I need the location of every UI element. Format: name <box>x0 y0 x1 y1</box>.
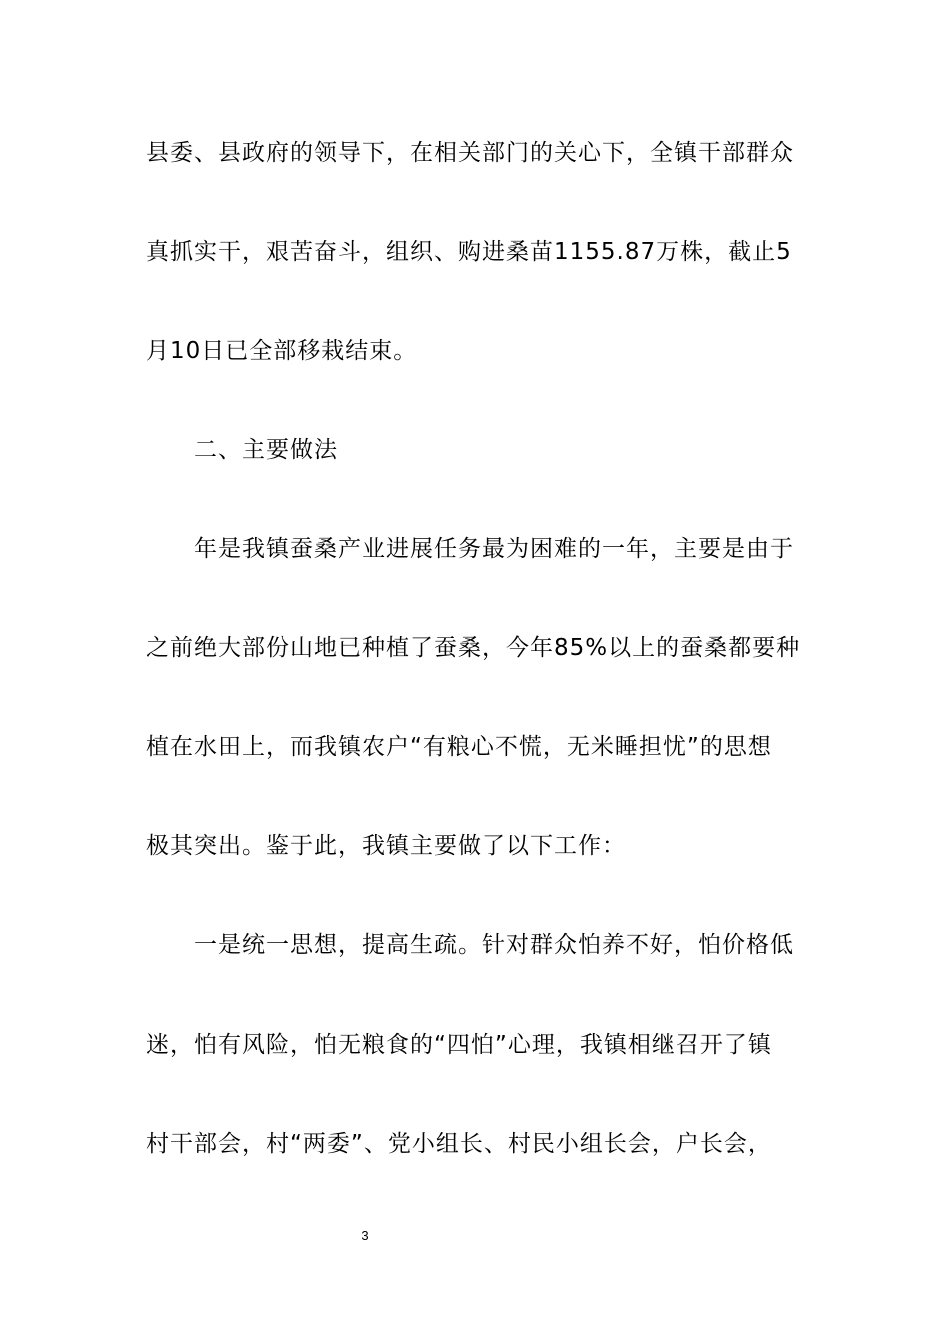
section-heading: 二、主要做法 <box>194 437 338 463</box>
text-line-7: 植在水田上，而我镇农户“有粮心不慌，无米睡担忧”的思想 <box>146 734 772 760</box>
text-line-8: 极其突出。鉴于此，我镇主要做了以下工作： <box>146 833 626 859</box>
text-line-10: 迷，怕有风险，怕无粮食的“四怕”心理，我镇相继召开了镇 <box>146 1032 772 1058</box>
text-line-2: 真抓实干，艰苦奋斗，组织、购进桑苗1155.87万株，截止5 <box>146 239 792 265</box>
text-line-1: 县委、县政府的领导下，在相关部门的关心下，全镇干部群众 <box>146 140 794 166</box>
page-number: 3 <box>361 1228 369 1243</box>
text-line-6: 之前绝大部份山地已种植了蚕桑，今年85%以上的蚕桑都要种 <box>146 635 801 661</box>
text-line-5: 年是我镇蚕桑产业进展任务最为困难的一年，主要是由于 <box>194 536 794 562</box>
text-line-3: 月10日已全部移栽结束。 <box>146 338 418 364</box>
text-line-11: 村干部会，村“两委”、党小组长、村民小组长会，户长会， <box>146 1131 772 1157</box>
text-line-9: 一是统一思想，提高生疏。针对群众怕养不好，怕价格低 <box>194 932 794 958</box>
